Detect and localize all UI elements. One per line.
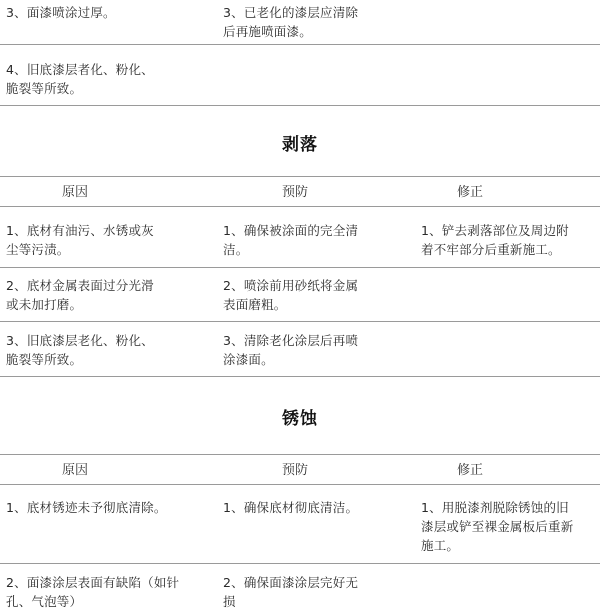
top-row1-cause: 3、面漆喷涂过厚。 — [6, 5, 116, 20]
rust-row1-cause: 1、底材锈迹未予彻底清除。 — [6, 500, 167, 515]
table-header-bottom-border — [0, 206, 600, 207]
header-fix: 修正 — [456, 463, 483, 478]
peeling-row1-cause: 1、底材有油污、水锈或灰 尘等污渍。 — [6, 223, 154, 257]
header-prevention: 预防 — [281, 463, 308, 478]
header-cause: 原因 — [61, 463, 88, 478]
top-row1-prevention: 3、已老化的漆层应清除 后再施喷面漆。 — [223, 5, 359, 39]
table-header-bottom-border — [0, 484, 600, 485]
row-divider — [0, 563, 600, 564]
row-divider — [0, 376, 600, 377]
table-header-top-border — [0, 176, 600, 177]
row-divider — [0, 267, 600, 268]
rust-row1-prevention: 1、确保底材彻底清洁。 — [223, 500, 359, 515]
section-title-rust: 锈蚀 — [282, 409, 318, 429]
row-divider — [0, 105, 600, 106]
peeling-row1-fix: 1、铲去剥落部位及周边附 着不牢部分后重新施工。 — [421, 223, 569, 257]
rust-row1-fix: 1、用脱漆剂脱除锈蚀的旧 漆层或铲至裸金属板后重新 施工。 — [421, 500, 574, 553]
peeling-row3-prevention: 3、清除老化涂层后再喷 涂漆面。 — [223, 333, 359, 367]
header-cause: 原因 — [61, 185, 88, 200]
rust-row2-prevention: 2、确保面漆涂层完好无 损 — [223, 575, 359, 609]
header-prevention: 预防 — [281, 185, 308, 200]
peeling-row2-prevention: 2、喷涂前用砂纸将金属 表面磨粗。 — [223, 278, 359, 312]
row-divider — [0, 44, 600, 45]
peeling-row1-prevention: 1、确保被涂面的完全清 洁。 — [223, 223, 359, 257]
top-row2-cause: 4、旧底漆层者化、粉化、 脆裂等所致。 — [6, 62, 154, 96]
header-fix: 修正 — [456, 185, 483, 200]
rust-row2-cause: 2、面漆涂层表面有缺陷（如针 孔、气泡等） — [6, 575, 180, 609]
peeling-row3-cause: 3、旧底漆层老化、粉化、 脆裂等所致。 — [6, 333, 154, 367]
section-title-peeling: 剥落 — [282, 135, 318, 155]
table-header-top-border — [0, 454, 600, 455]
peeling-row2-cause: 2、底材金属表面过分光滑 或未加打磨。 — [6, 278, 154, 312]
row-divider — [0, 321, 600, 322]
